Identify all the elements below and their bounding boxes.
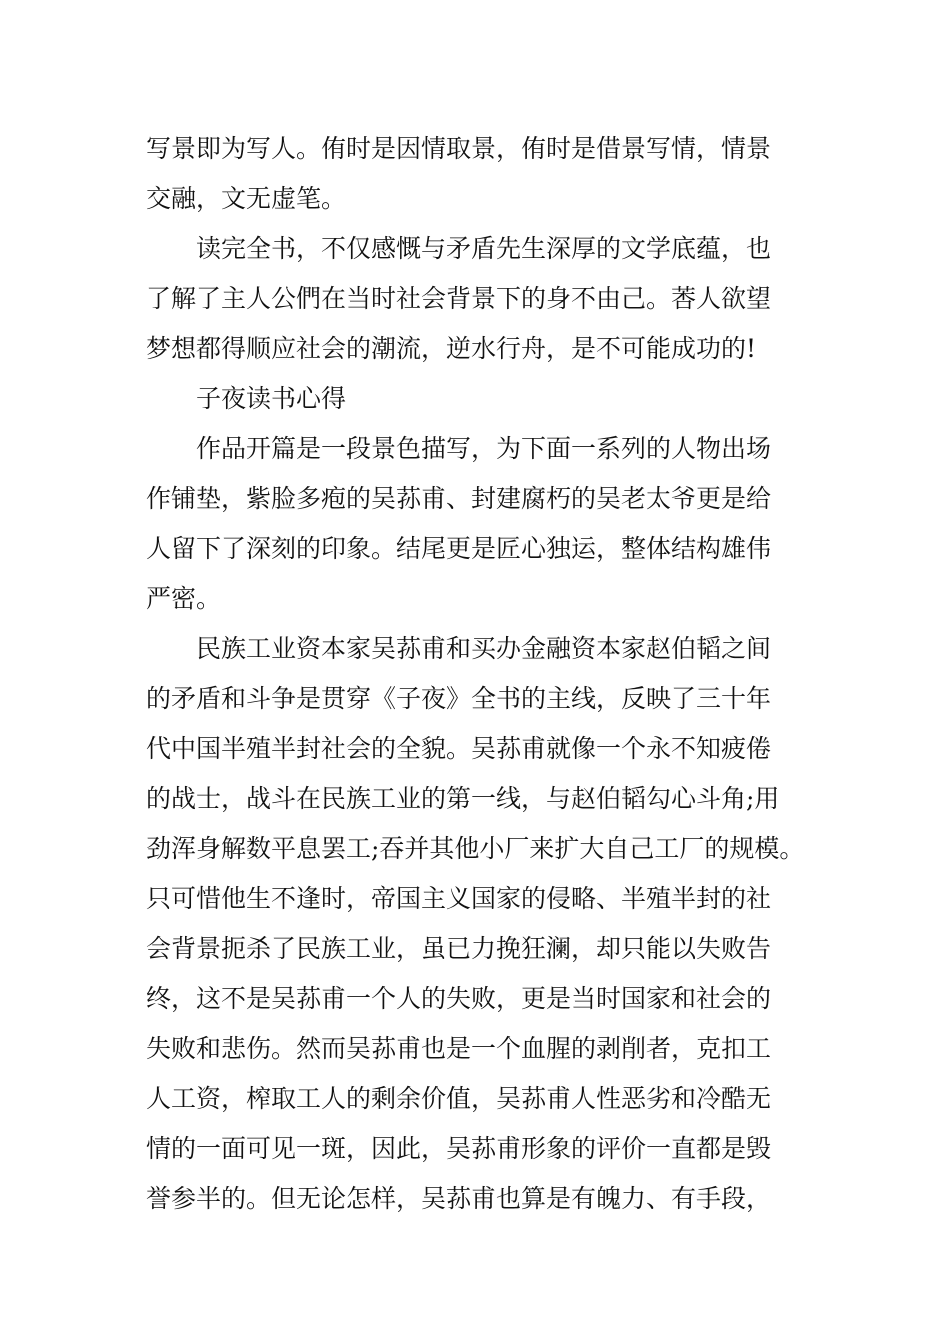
text-line: 只可惜他生不逢时，帝国主义国家的侵略、半殖半封的社 <box>146 884 772 913</box>
text-line: 交融，文无虚笔。 <box>146 184 347 213</box>
text-line: 的战士，战斗在民族工业的第一线，与赵伯韬勾心斗角;用 <box>146 784 780 813</box>
text-line: 作品开篇是一段景色描写，为下面一系列的人物出场 <box>196 434 772 463</box>
text-line: 民族工业资本家吴荪甫和买办金融资本家赵伯韬之间 <box>196 634 772 663</box>
body-text <box>146 124 826 1224</box>
text-line: 代中国半殖半封社会的全貌。吴荪甫就像一个永不知疲倦 <box>146 734 772 763</box>
text-line: 失败和悲伤。然而吴荪甫也是一个血腥的剥削者，克扣工 <box>146 1034 772 1063</box>
text-line: 了解了主人公們在当时社会背景下的身不由己。莕人欲望 <box>146 284 772 313</box>
text-line: 人工资，榨取工人的剩余价值，吴荪甫人性恶劣和冷酷无 <box>146 1084 772 1113</box>
text-line: 写景即为写人。侑时是因情取景，侑时是借景写情，情景 <box>146 134 772 163</box>
text-line: 梦想都得顺应社会的潮流，逆水行舟，是不可能成功的! <box>146 334 757 363</box>
text-line: 会背景扼杀了民族工业，虽已力挽狂澜，却只能以失败告 <box>146 934 772 963</box>
text-line: 作铺垫，紫脸多疱的吴荪甫、封建腐朽的吴老太爷更是给 <box>146 484 772 513</box>
text-line: 劲浑身解数平息罢工;吞并其他小厂来扩大自己工厂的规模。 <box>146 834 805 863</box>
text-line: 人留下了深刻的印象。结尾更是匠心独运，整体结构雄伟 <box>146 534 772 563</box>
section-heading: 子夜读书心得 <box>196 384 347 413</box>
text-line: 终，这不是吴荪甫一个人的失败，更是当时国家和社会的 <box>146 984 772 1013</box>
text-line: 读完全书，不仅感慨与矛盾先生深厚的文学底蕴，也 <box>196 234 772 263</box>
text-line: 严密。 <box>146 584 222 613</box>
text-line: 的矛盾和斗争是贯穿《子夜》全书的主线，反映了三十年 <box>146 684 772 713</box>
text-line: 誉参半的。但无论怎样，吴荪甫也算是有魄力、有手段， <box>146 1184 772 1213</box>
text-line: 情的一面可见一斑，因此，吴荪甫形象的评价一直都是毁 <box>146 1134 772 1163</box>
